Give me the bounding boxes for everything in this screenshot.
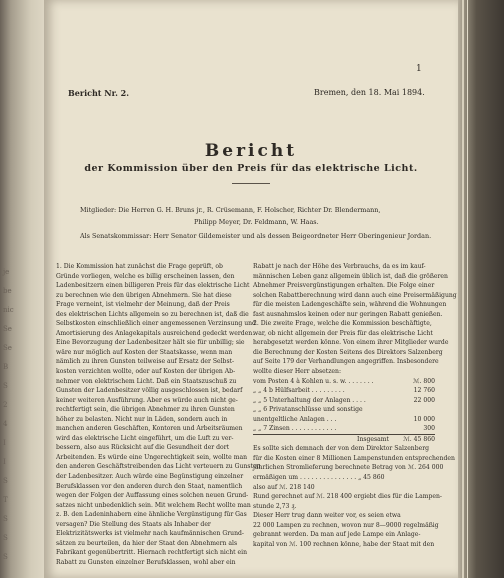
facing-page-fragment: I xyxy=(3,458,6,466)
text-line: wegen der Folgen der Auffassung eines solchen neuen Grund- xyxy=(56,492,249,500)
text-column-right xyxy=(253,262,457,549)
cost-deduction-table xyxy=(253,377,435,445)
cost-amount: ℳ. 800 xyxy=(412,377,435,385)
members-line-2: Philipp Meyer, Dr. Feldmann, W. Haas. xyxy=(194,218,319,226)
text-line: den anderen Geschäftstreibenden das Licht verteuern zu Gunsten xyxy=(56,463,261,471)
text-line: herabgesetzt werden könne. Von einem ihrer Mitglieder wurde xyxy=(253,339,449,347)
text-line: der Ladenbesitzer. Auch würde eine Begünstigung einzelner xyxy=(56,473,244,481)
text-line: sätzen zu beurteilen, da hier der Staat den Abnehmern als xyxy=(56,539,238,547)
cost-row xyxy=(253,386,435,396)
text-line: auf Seite 179 der Verhandlungen angegriffen. Insbesondere xyxy=(253,358,439,366)
text-line: Amortisierung des Anlagekapitals ausreichend gedeckt werden. xyxy=(56,329,255,337)
facing-page-fragment: 4 xyxy=(3,420,8,428)
cost-label: „ „ 6 Privatanschlüsse und sonstige xyxy=(253,406,363,414)
text-line: z. B. den Ladeninhabern eine ähnliche Vergünstigung für Gas xyxy=(56,511,247,519)
text-line: rechtfertigt sein, die übrigen Abnehmer zu ihren Gunsten xyxy=(56,406,235,414)
facing-page-fragment: S xyxy=(3,534,8,542)
text-line: Rabatt je nach der Höhe des Verbrauchs, da es im kauf- xyxy=(253,263,426,270)
text-line: 2. Die zweite Frage, welche die Kommission beschäftigte, xyxy=(253,320,432,328)
text-line: wäre nur möglich auf Kosten der Staatskasse, wenn man xyxy=(56,348,233,356)
text-line: Arbeitenden. Es würde eine Ungerechtigkeit sein, wollte man xyxy=(56,453,248,461)
text-line: Frage verneint, ist vielmehr der Meinung, daß der Preis xyxy=(56,301,230,309)
senate-commissioner-line: Als Senatskommissar: Herr Senator Gildemeister und als dessen Beigeordneter Herr Oberingenieur Jordan. xyxy=(80,232,432,240)
cost-amount: 300 xyxy=(423,425,435,433)
cost-amount xyxy=(401,405,435,415)
page-title: Bericht xyxy=(204,141,298,161)
text-line: solchen Rabattberechnung wird dann auch eine Preisermäßigung xyxy=(253,291,457,299)
text-line: für die meisten Ladengeschäfte sein, während die Wohnungen xyxy=(253,301,447,309)
text-line: Rabatt zu Gunsten einzelner Berufsklassen, wohl aber ein xyxy=(56,558,236,566)
place-date: Bremen, den 18. Mai 1894. xyxy=(314,88,425,97)
page-subtitle: der Kommission über den Preis für das elektrische Licht. xyxy=(84,163,418,174)
text-line: die Berechnung der Kosten Seitens des Direktors Salzenberg xyxy=(253,348,443,356)
facing-page-fragment: Se xyxy=(3,325,12,333)
text-line: 22 000 Lampen zu rechnen, wovon nur 8—9000 regelmäßig xyxy=(253,521,439,529)
text-column-left xyxy=(56,262,261,568)
cost-row xyxy=(253,377,435,387)
cost-label: „ „ 5 Unterhaltung der Anlagen . . . . xyxy=(253,396,366,404)
text-line: also auf ℳ. 218 140 xyxy=(253,483,315,491)
cost-label: unentgeltliche Anlagen . . . xyxy=(253,415,337,423)
facing-page-fragment: je xyxy=(3,268,10,276)
text-line: wollte dieser Herr absetzen: xyxy=(253,368,342,376)
facing-page-fragment: S xyxy=(3,382,8,390)
text-line: Ladenbesitzern einen billigeren Preis für das elektrische Licht xyxy=(56,282,250,290)
text-line: Abnehmer Preisvergünstigungen erhalten. Die Folge einer xyxy=(253,282,435,290)
text-line: Selbstkosten einschließlich einer angemessenen Verzinsung und xyxy=(56,320,256,328)
cost-label: vom Posten 4 à Kohlen u. s. w. . . . . . . . xyxy=(253,377,374,385)
text-line: 1. Die Kommission hat zunächst die Frage geprüft, ob xyxy=(56,263,223,270)
text-line: Dieser Herr trug dann weiter vor, es seien etwa xyxy=(253,512,401,520)
text-line: Elektrizitätswerks ist vielmehr nach kaufmännischen Grund- xyxy=(56,530,244,538)
page-number: 1 xyxy=(416,64,422,74)
facing-page-fragment: I xyxy=(3,439,6,447)
cost-label: Insgesamt xyxy=(357,435,389,443)
text-line: versagen? Die Stellung des Staats als Inhaber der xyxy=(56,520,211,528)
text-line: wird das elektrische Licht eingeführt, um die Luft zu ver- xyxy=(56,434,234,442)
text-line: manchen anderen Geschäften, Kontoren und Arbeitsräumen xyxy=(56,425,243,433)
text-line: Gunsten der Ladenbesitzer völlig ausgeschlossen ist, bedarf xyxy=(56,387,243,395)
facing-page-fragment: 2 xyxy=(3,401,8,409)
text-line: Berufsklassen vor den anderen durch den Staat, namentlich xyxy=(56,482,243,490)
text-line: Eine Bevorzugung der Ladenbesitzer hält sie für unbillig; sie xyxy=(56,339,245,347)
facing-page-fragments xyxy=(3,0,39,578)
text-line: nehmer von elektrischem Licht. Daß ein Staatszuschuß zu xyxy=(56,377,237,385)
text-line: bessern, also aus Rücksicht auf die Gesundheit der dort xyxy=(56,444,230,452)
text-line: nämlich zu ihren Gunsten teilweise auf Ersatz der Selbst- xyxy=(56,358,235,366)
document-page xyxy=(44,0,458,578)
report-number: Bericht Nr. 2. xyxy=(68,88,129,98)
text-line: des elektrischen Lichts allgemein so zu berechnen ist, daß die xyxy=(56,310,249,318)
text-line: zu berechnen wie den übrigen Abnehmern. Sie hat diese xyxy=(56,291,232,299)
members-line-1: Mitglieder: Die Herren G. H. Bruns jr., R. Crüsemann, F. Holscher, Richter Dr. Blendermann, xyxy=(80,206,381,214)
text-line: keiner weiteren Ausführung. Aber es würde auch nicht ge- xyxy=(56,396,238,404)
cost-row xyxy=(253,424,435,434)
facing-page-fragment: S xyxy=(3,477,8,485)
text-line: Fabrikant gegenübertritt. Hiernach rechtfertigt sich nicht ein xyxy=(56,549,248,557)
facing-page-fragment: S xyxy=(3,553,8,561)
text-line: Es sollte sich demnach der von dem Direktor Salzenberg xyxy=(253,445,430,453)
text-line: männischen Leben ganz allgemein üblich ist, daß die größeren xyxy=(253,272,448,280)
text-line: Gründe vorliegen, welche es billig erscheinen lassen, den xyxy=(56,272,235,280)
text-line: für die Kosten einer 8 Millionen Lampenstunden entsprechenden xyxy=(253,454,455,462)
cost-row xyxy=(253,415,435,425)
facing-page-fragment: T xyxy=(3,496,8,504)
facing-page-fragment: S xyxy=(3,515,8,523)
facing-page-fragment: nic xyxy=(3,306,14,314)
text-line: höher zu belasten. Nicht nur in Läden, sondern auch in xyxy=(56,415,228,423)
facing-page-fragment: be xyxy=(3,287,12,295)
cost-label: „ „ 7 Zinsen . . . . . . . . . . . . xyxy=(253,425,337,433)
text-line: jährlichen Stromlieferung berechnete Betrag von ℳ. 264 000 xyxy=(253,464,444,472)
text-line: gebrannt werden. Da man auf jede Lampe ein Anlage- xyxy=(253,531,421,539)
cost-amount: 12 760 xyxy=(413,387,435,395)
page-stack-edge xyxy=(458,0,504,578)
cost-amount: 22 000 xyxy=(413,396,435,404)
cost-amount: ℳ. 45 860 xyxy=(403,435,435,443)
title-divider xyxy=(232,183,270,184)
facing-page-fragment: B xyxy=(3,363,9,371)
text-line: kosten verzichten wollte, oder auf Kosten der übrigen Ab- xyxy=(56,368,236,376)
text-line: war, ob nicht allgemein der Preis für das elektrische Licht xyxy=(253,329,433,337)
facing-page-fragment: Se xyxy=(3,344,12,352)
text-line: ermäßigen um . . . . . . . . . . . . . . . „ 45 860 xyxy=(253,474,385,482)
cost-amount: 10 000 xyxy=(413,415,435,423)
text-line: stunde 2,73 ₰. xyxy=(253,502,297,510)
text-line: fast ausnahmslos keinen oder nur geringen Rabatt genießen. xyxy=(253,310,443,318)
cost-row xyxy=(253,434,435,445)
cost-row xyxy=(253,405,435,415)
text-line: satzes nicht unbedenklich sein. Mit welchem Recht wollte man xyxy=(56,501,251,509)
text-line: kapital von ℳ. 100 rechnen könne, habe der Staat mit den xyxy=(253,540,435,548)
right-column-bottom-text xyxy=(253,444,455,549)
cost-row xyxy=(253,396,435,406)
right-column-top-text xyxy=(253,262,457,377)
cost-label: „ „ 4 b Hülfsarbeit . . . . . . . . . xyxy=(253,387,345,395)
text-line: Rund gerechnet auf ℳ. 218 400 ergiebt dies für die Lampen- xyxy=(253,493,442,501)
